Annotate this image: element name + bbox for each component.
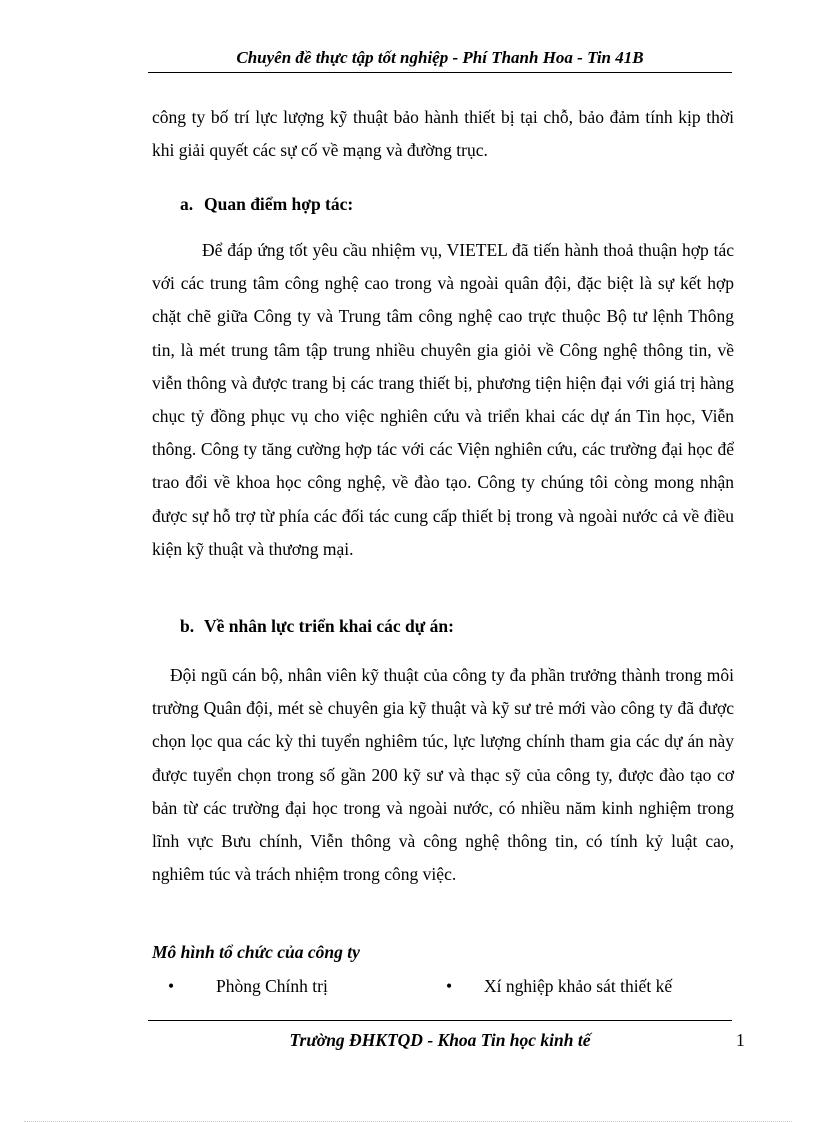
page-header: Chuyên đề thực tập tốt nghiệp - Phí Thanh Hoa - Tin 41B (236, 48, 644, 67)
page-number: 1 (736, 1030, 745, 1050)
footer-rule (148, 1020, 732, 1021)
section-b-heading (180, 616, 454, 637)
section-a-heading (180, 194, 353, 215)
page-edge-divider (24, 1121, 792, 1122)
list-item-label: Xí nghiệp khảo sát thiết kế (484, 976, 673, 996)
section-b-label: b. (180, 616, 195, 636)
section-a-paragraph: Để đáp ứng tốt yêu cầu nhiệm vụ, VIETEL đã tiến hành thoả thuận hợp tác với các trung tâm công nghệ cao trong và ngoài quân đội, đặc biệt là sự kết hợp chặt chẽ giữa Công ty và Trung tâm công nghệ cao trực thuộc Bộ tư lệnh Thông tin, là mét trung tâm tập trung nhiều chuyên gia giỏi về Công nghệ thông tin, về viễn thông và được trang bị các trang thiết bị, phương tiện hiện đại với giá trị hàng chục tỷ đồng phục vụ cho việc nghiên cứu và triển khai các dự án Tin học, Viễn thông. Công ty tăng cường hợp tác với các Viện nghiên cứu, các trường đại học để trao đổi về khoa học công nghệ, về đào tạo. Công ty chúng tôi còng mong nhận được sự hỗ trợ từ phía các đối tác cung cấp thiết bị trong và ngoài nước cả về điều kiện kỹ thuật và thương mại. (152, 240, 734, 559)
bullet-icon: • (168, 976, 175, 996)
list-item-label: Phòng Chính trị (216, 976, 328, 996)
header-rule (148, 72, 732, 73)
bullet-icon: • (446, 976, 453, 996)
page-footer: Trường ĐHKTQD - Khoa Tin học kinh tế (289, 1030, 591, 1050)
section-a-block (152, 234, 734, 566)
intro-paragraph: công ty bố trí lực lượng kỹ thuật bảo hành thiết bị tại chỗ, bảo đảm tính kịp thời khi giải quyết các sự cố về mạng và đường trục. (152, 107, 734, 161)
section-a-label: a. (180, 194, 194, 214)
section-b-paragraph: Đội ngũ cán bộ, nhân viên kỹ thuật của công ty đa phần trưởng thành trong môi trường Quân đội, mét sè chuyên gia kỹ thuật và kỹ sư trẻ mới vào công ty đã được chọn lọc qua các kỳ thi tuyển nghiêm túc, lực lượng chính tham gia các dự án này được tuyển chọn trong số gần 200 kỹ sư và thạc sỹ của công ty, được đào tạo cơ bản từ các trường đại học trong và ngoài nước, có nhiều năm kinh nghiệm trong lĩnh vực Bưu chính, Viễn thông và công nghệ thông tin, có tính kỷ luật cao, nghiêm túc và trách nhiệm trong công việc. (152, 665, 734, 885)
section-b-title: Về nhân lực triển khai các dự án: (204, 616, 454, 636)
section-b-block (152, 659, 734, 891)
intro-block (152, 101, 734, 167)
section-a-title: Quan điểm hợp tác: (204, 194, 354, 214)
model-title: Mô hình tổ chức của công ty (152, 942, 360, 962)
